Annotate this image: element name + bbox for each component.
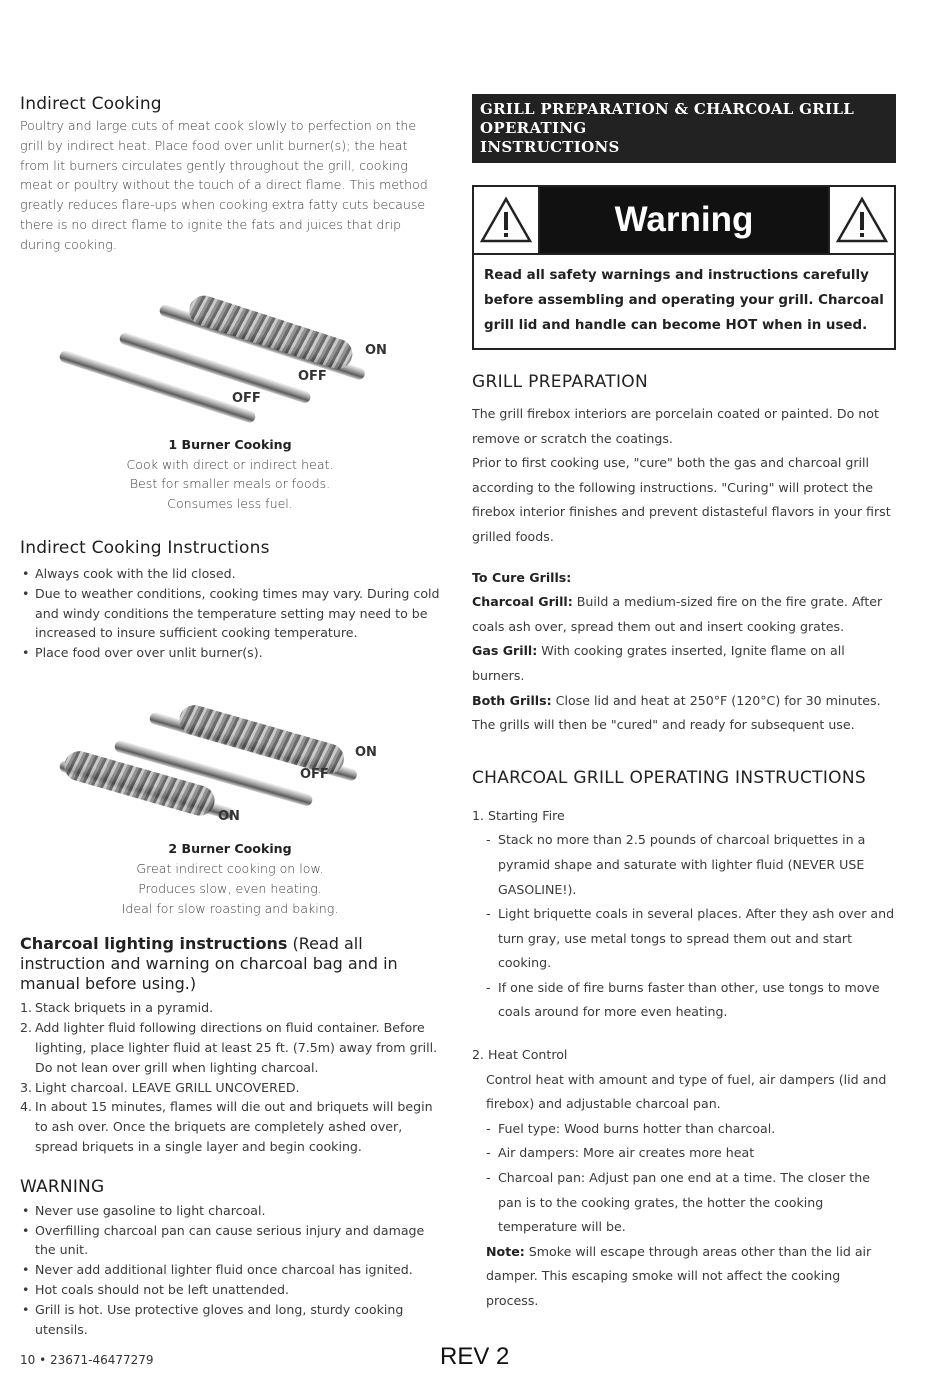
right-column bbox=[472, 94, 896, 1314]
warning-header bbox=[474, 187, 894, 255]
charcoal-operating-title: CHARCOAL GRILL OPERATING INSTRUCTIONS bbox=[472, 767, 866, 788]
text-line: from lit burners circulates gently throughout the grill, cooking bbox=[20, 157, 408, 173]
text-line: greatly reduces flare-ups when cooking extra fatty cuts because bbox=[20, 197, 426, 213]
list-item: • Never add additional lighter fluid once charcoal has ignited. bbox=[20, 1260, 440, 1280]
paragraph bbox=[472, 590, 896, 639]
list-item: - Light briquette coals in several places. After they ash over and turn gray, use metal tongs to spread them out and start cooking. bbox=[472, 902, 896, 976]
list-item: • Due to weather conditions, cooking times may vary. During cold and windy conditions the temperature setting may need to be increased to insure sufficient cooking temperature. bbox=[20, 584, 440, 643]
charcoal-title-bold: Charcoal lighting instructions bbox=[20, 934, 288, 954]
warning-triangle-icon bbox=[828, 187, 894, 253]
text-line: Best for smaller meals or foods. bbox=[129, 476, 331, 492]
knob-label: OFF bbox=[232, 390, 261, 406]
left-column bbox=[20, 94, 440, 1339]
step-heading: 1. Starting Fire bbox=[472, 807, 565, 823]
knob-label: OFF bbox=[298, 368, 327, 384]
figure-caption: 1 Burner Cooking bbox=[168, 436, 292, 452]
list-item: - If one side of fire burns faster than other, use tongs to move coals around for more even heating. bbox=[472, 976, 896, 1025]
list-item bbox=[20, 1097, 440, 1156]
paragraph bbox=[472, 639, 896, 688]
text-line: meat or poultry without the touch of a direct flame. This method bbox=[20, 177, 428, 193]
list-item: - Charcoal pan: Adjust pan one end at a time. The closer the pan is to the cooking grates, the hotter the cooking temperature will be. bbox=[472, 1166, 896, 1240]
list-item bbox=[20, 998, 440, 1018]
grill-preparation-text bbox=[472, 402, 896, 738]
inline-label: Both Grills: bbox=[472, 692, 552, 708]
paragraph: The grill firebox interiors are porcelain coated or painted. Do not remove or scratch the coatings. bbox=[472, 406, 879, 446]
burner-3 bbox=[58, 349, 257, 424]
paragraph bbox=[472, 689, 896, 738]
text-line: Cook with direct or indirect heat. bbox=[126, 456, 334, 472]
inline-text: With cooking grates inserted, Ignite flame on all burners. bbox=[472, 643, 845, 683]
indirect-cooking-title: Indirect Cooking bbox=[20, 94, 162, 114]
inline-label: Gas Grill: bbox=[472, 643, 538, 659]
safety-warning-box bbox=[472, 185, 896, 350]
list-item: • Overfilling charcoal pan can cause serious injury and damage the unit. bbox=[20, 1221, 440, 1261]
indirect-instructions-list bbox=[20, 564, 440, 663]
text-line: there is no direct flame to ignite the fats and juices that drip bbox=[20, 216, 402, 232]
step-text: Add lighter fluid following directions on fluid container. Before lighting, place lighter fluid at least 25 ft. (7.5m) away from grill. Do not lean over grill when lighting charcoal. bbox=[35, 1020, 438, 1075]
cure-title: To Cure Grills: bbox=[472, 569, 572, 585]
inline-label: Charcoal Grill: bbox=[472, 594, 573, 610]
text-line: grill by indirect heat. Place food over unlit burner(s); the heat bbox=[20, 137, 408, 153]
inline-text: Close lid and heat at 250°F (120°C) for 30 minutes. The grills will then be "cured" and ready for subsequent use. bbox=[472, 692, 881, 733]
figure-1-caption-block bbox=[20, 435, 440, 514]
charcoal-lighting-steps bbox=[20, 998, 440, 1156]
charcoal-lighting-title bbox=[20, 934, 440, 994]
step-text: Light charcoal. LEAVE GRILL UNCOVERED. bbox=[35, 1079, 300, 1095]
step-number: 1. bbox=[20, 1000, 33, 1016]
list-item bbox=[20, 1078, 440, 1098]
list-item: • Never use gasoline to light charcoal. bbox=[20, 1201, 440, 1221]
step-number: 2. bbox=[20, 1020, 33, 1036]
charcoal-operating-text bbox=[472, 804, 896, 1314]
paragraph: Control heat with amount and type of fuel, air dampers (lid and firebox) and adjustable charcoal pan. bbox=[486, 1071, 887, 1112]
list-item: • Grill is hot. Use protective gloves and long, sturdy cooking utensils. bbox=[20, 1300, 440, 1340]
page-footer: 10 • 23671-46477279 bbox=[20, 1353, 154, 1367]
text-line: Ideal for slow roasting and baking. bbox=[121, 900, 339, 916]
knob-label: ON bbox=[365, 342, 387, 358]
banner-line: GRILL PREPARATION & CHARCOAL GRILL OPERATING bbox=[480, 100, 855, 137]
list-item bbox=[20, 1018, 440, 1077]
list-item: - Stack no more than 2.5 pounds of charcoal briquettes in a pyramid shape and saturate with lighter fluid (NEVER USE GASOLINE!). bbox=[472, 828, 896, 902]
step-text: Stack briquets in a pyramid. bbox=[35, 1000, 214, 1016]
knob-label: OFF bbox=[300, 766, 329, 782]
list-item: - Air dampers: More air creates more heat bbox=[472, 1141, 896, 1166]
indirect-instructions-title: Indirect Cooking Instructions bbox=[20, 537, 270, 558]
knob-label: ON bbox=[355, 744, 377, 760]
inline-text: Build a medium-sized fire on the fire grate. After coals ash over, spread them out and insert cooking grates. bbox=[472, 594, 883, 634]
note-label: Note: bbox=[486, 1243, 525, 1259]
note bbox=[472, 1240, 896, 1314]
step-number: 3. bbox=[20, 1079, 33, 1095]
figure-caption: 2 Burner Cooking bbox=[168, 840, 292, 856]
list-item: • Always cook with the lid closed. bbox=[20, 564, 440, 584]
banner-line: INSTRUCTIONS bbox=[480, 138, 620, 156]
list-item: • Hot coals should not be left unattended. bbox=[20, 1280, 440, 1300]
text-line: Poultry and large cuts of meat cook slowly to perfection on the bbox=[20, 118, 417, 133]
text-line: Great indirect cooking on low. bbox=[136, 860, 324, 876]
list-item: - Fuel type: Wood burns hotter than charcoal. bbox=[472, 1117, 896, 1142]
note-text: Smoke will escape through areas other than the lid air damper. This escaping smoke will not affect the cooking process. bbox=[486, 1243, 872, 1308]
paragraph: Prior to first cooking use, "cure" both the gas and charcoal grill according to the following instructions. "Curing" will protect the firebox interior finishes and prevent distasteful flavors in your first grilled foods. bbox=[472, 455, 891, 544]
warning-word: Warning bbox=[540, 187, 828, 253]
revision-label: REV 2 bbox=[440, 1343, 510, 1370]
section-banner bbox=[472, 94, 896, 163]
knob-label: ON bbox=[218, 808, 240, 824]
charcoal-title-rest: (Read all instruction and warning on charcoal bag and in manual before using.) bbox=[20, 934, 398, 994]
grill-preparation-title: GRILL PREPARATION bbox=[472, 372, 648, 392]
warning-list bbox=[20, 1201, 440, 1340]
text-line: Consumes less fuel. bbox=[167, 496, 293, 512]
list-item: • Place food over over unlit burner(s). bbox=[20, 643, 440, 663]
step-heading: 2. Heat Control bbox=[472, 1047, 568, 1063]
one-burner-illustration bbox=[20, 273, 440, 433]
text-line: during cooking. bbox=[20, 236, 117, 252]
two-burner-illustration bbox=[20, 689, 440, 839]
warning-triangle-icon bbox=[474, 187, 540, 253]
step-text: In about 15 minutes, flames will die out and briquets will begin to ash over. Once the briquets are completely ashed over, spread briquets in a single layer and begin cooking. bbox=[35, 1099, 433, 1154]
warning-title: WARNING bbox=[20, 1176, 105, 1197]
indirect-cooking-text bbox=[20, 116, 440, 255]
step-number: 4. bbox=[20, 1099, 33, 1115]
warning-text: Read all safety warnings and instructions carefully before assembling and operating your grill. Charcoal grill lid and handle can become HOT when in used. bbox=[484, 268, 884, 333]
text-line: Produces slow, even heating. bbox=[138, 880, 322, 896]
figure-2-caption-block bbox=[20, 839, 440, 918]
